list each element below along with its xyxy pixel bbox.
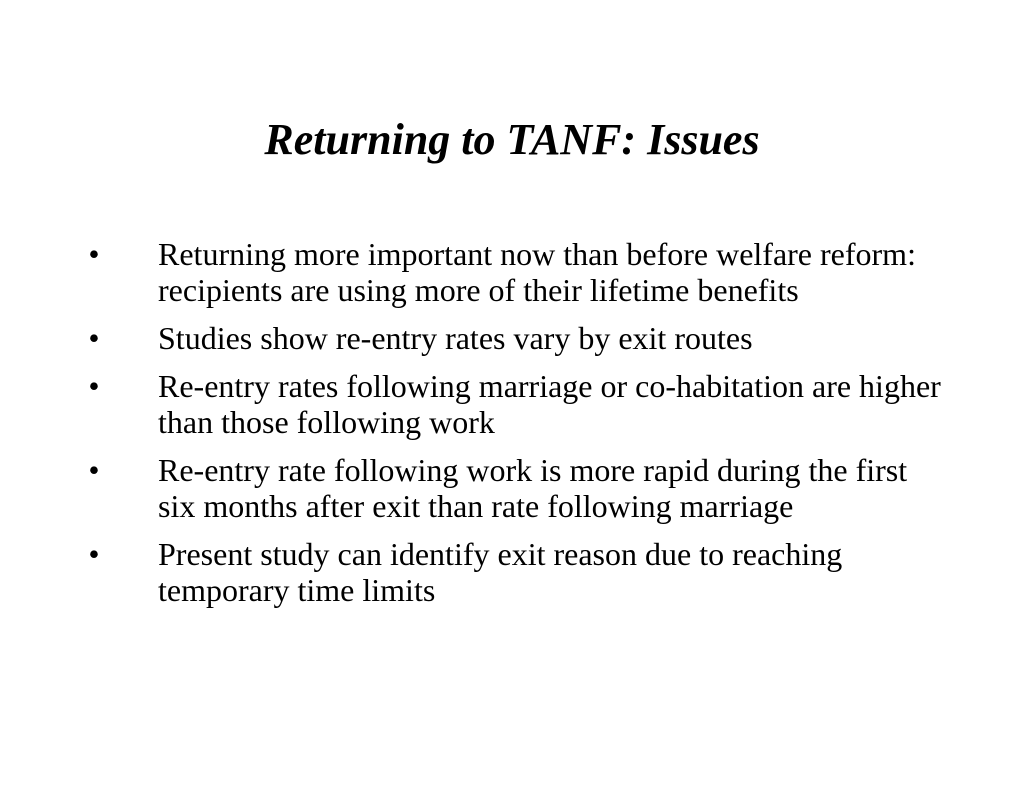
bullet-icon: • [88, 536, 100, 572]
bullet-text: Present study can identify exit reason due to reaching temporary time limits [158, 536, 843, 608]
bullet-icon: • [88, 452, 100, 488]
bullet-item [84, 236, 944, 308]
bullet-text: Studies show re-entry rates vary by exit routes [158, 320, 753, 356]
bullet-text: Re-entry rates following marriage or co-habitation are higher than those following work [158, 368, 941, 440]
bullet-item [84, 320, 944, 356]
bullet-item [84, 452, 944, 524]
bullet-item [84, 536, 944, 608]
bullet-icon: • [88, 320, 100, 356]
bullet-item [84, 368, 944, 440]
bullet-icon: • [88, 236, 100, 272]
slide-title: Returning to TANF: Issues [264, 115, 760, 164]
bullet-text: Re-entry rate following work is more rapid during the first six months after exit than rate following marriage [158, 452, 908, 524]
bullet-text: Returning more important now than before welfare reform: recipients are using more of their lifetime benefits [158, 236, 916, 308]
bullet-icon: • [88, 368, 100, 404]
bullet-list [84, 236, 944, 620]
